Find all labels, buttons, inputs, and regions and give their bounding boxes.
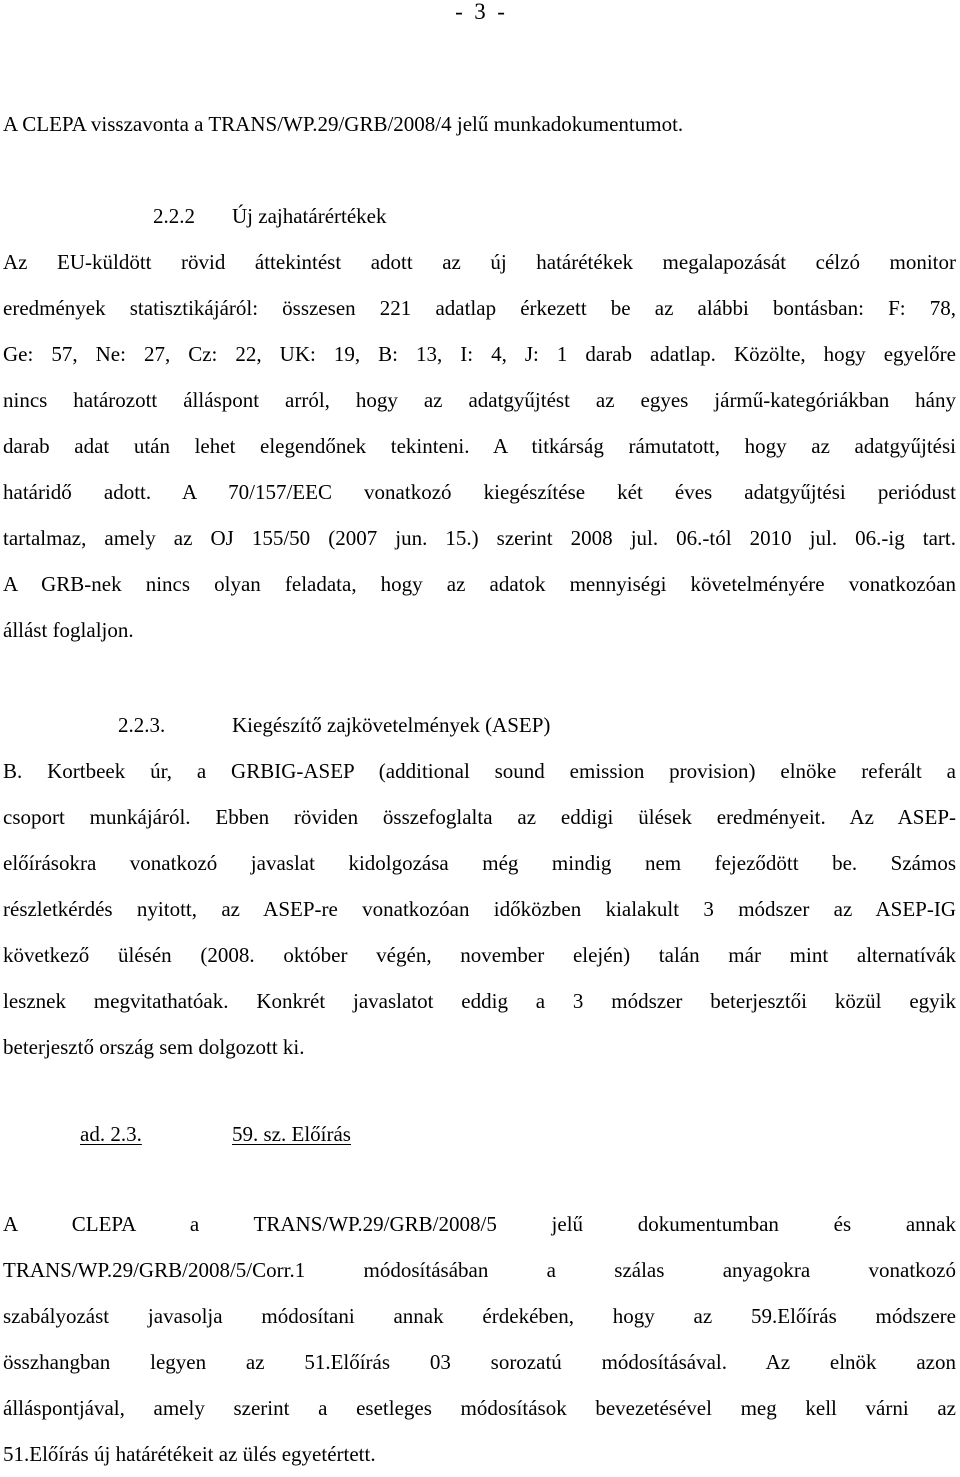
body-line: következő ülésén (2008. október végén, november elején) talán már mint alternatívák (3, 943, 956, 967)
section-2-2-2-number: 2.2.2 (153, 204, 195, 228)
body-line: állást foglaljon. (3, 618, 134, 642)
paragraph-clepa-withdrawal: A CLEPA visszavonta a TRANS/WP.29/GRB/2008/4 jelű munkadokumentumot. (3, 112, 684, 136)
body-line: tartalmaz, amely az OJ 155/50 (2007 jun. 15.) szerint 2008 jul. 06.-tól 2010 jul. 06.-ig tart. (3, 526, 956, 550)
body-line: álláspontjával, amely szerint a esetleges módosítások bevezetésével meg kell várni az (3, 1396, 956, 1420)
body-line: beterjesztő ország sem dolgozott ki. (3, 1035, 305, 1059)
section-2-2-3-title: Kiegészítő zajkövetelmények (ASEP) (232, 713, 551, 737)
section-ad-2-3-number: ad. 2.3. (80, 1122, 142, 1146)
body-line: összhangban legyen az 51.Előírás 03 sorozatú módosításával. Az elnök azon (3, 1350, 956, 1374)
body-line: Az EU-küldött rövid áttekintést adott az új határétékek megalapozását célzó monitor (3, 250, 956, 274)
body-line: csoport munkájáról. Ebben röviden összefoglalta az eddigi ülések eredményeit. Az ASEP- (3, 805, 956, 829)
body-line: szabályozást javasolja módosítani annak érdekében, hogy az 59.Előírás módszere (3, 1304, 956, 1328)
body-line: A GRB-nek nincs olyan feladata, hogy az adatok mennyiségi követelményére vonatkozóan (3, 572, 956, 596)
body-line: Ge: 57, Ne: 27, Cz: 22, UK: 19, B: 13, I: 4, J: 1 darab adatlap. Közölte, hogy egyelőre (3, 342, 956, 366)
section-ad-2-3-title: 59. sz. Előírás (232, 1122, 351, 1146)
body-line: lesznek megvitathatóak. Konkrét javaslatot eddig a 3 módszer beterjesztői közül egyik (3, 989, 956, 1013)
body-line: B. Kortbeek úr, a GRBIG-ASEP (additional sound emission provision) elnöke referált a (3, 759, 956, 783)
section-ad-2-3-body (3, 1201, 956, 1477)
section-2-2-2-title: Új zajhatárértékek (232, 204, 387, 228)
body-line: A CLEPA a TRANS/WP.29/GRB/2008/5 jelű dokumentumban és annak (3, 1212, 956, 1236)
section-2-2-3-number: 2.2.3. (118, 713, 166, 737)
body-line: 51.Előírás új határétékeit az ülés egyetértett. (3, 1442, 376, 1466)
body-line: határidő adott. A 70/157/EEC vonatkozó kiegészítése két éves adatgyűjtési periódust (3, 480, 956, 504)
body-line: eredmények statisztikájáról: összesen 221 adatlap érkezett be az alábbi bontásban: F: 78, (3, 296, 956, 320)
body-line: TRANS/WP.29/GRB/2008/5/Corr.1 módosításában a szálas anyagokra vonatkozó (3, 1258, 956, 1282)
body-line: darab adat után lehet elegendőnek tekinteni. A titkárság rámutatott, hogy az adatgyűjtési (3, 434, 956, 458)
body-line: előírásokra vonatkozó javaslat kidolgozása még mindig nem fejeződött be. Számos (3, 851, 956, 875)
page-number: - 3 - (455, 0, 505, 24)
section-2-2-2-body (3, 239, 956, 653)
body-line: nincs határozott álláspont arról, hogy az adatgyűjtést az egyes jármű-kategóriákban hány (3, 388, 956, 412)
body-line: részletkérdés nyitott, az ASEP-re vonatkozóan időközben kialakult 3 módszer az ASEP-IG (3, 897, 956, 921)
section-2-2-3-body (3, 748, 956, 1070)
